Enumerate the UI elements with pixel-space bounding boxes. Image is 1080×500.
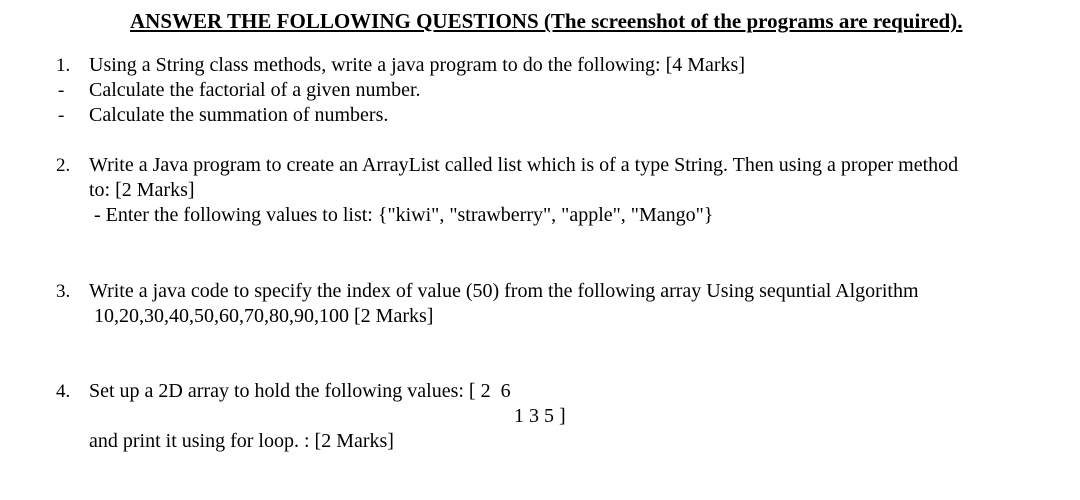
question-3-text-cont: 10,20,30,40,50,60,70,80,90,100 [2 Marks] (94, 305, 434, 327)
question-2-text-cont: to: [2 Marks] (89, 179, 195, 201)
question-2-number: 2. (56, 155, 71, 176)
question-1-bullet-2: - (58, 105, 65, 126)
question-1-number: 1. (56, 55, 71, 76)
question-1-bullet-1: - (58, 80, 65, 101)
page-title: ANSWER THE FOLLOWING QUESTIONS (The screenshot of the programs are required). (130, 9, 963, 33)
question-2-text: Write a Java program to create an ArrayList called list which is of a type String. Then using a proper method (89, 154, 959, 176)
question-4-text: Set up a 2D array to hold the following values: [ 2 6 (89, 380, 511, 402)
question-3-number: 3. (56, 281, 71, 302)
question-4-number: 4. (56, 381, 71, 402)
question-2-subline: - Enter the following values to list: {"kiwi", "strawberry", "apple", "Mango"} (94, 204, 714, 226)
question-1-subitem-2: Calculate the summation of numbers. (89, 104, 389, 126)
question-1-subitem-1: Calculate the factorial of a given number. (89, 79, 421, 101)
question-1-text: Using a String class methods, write a java program to do the following: [4 Marks] (89, 54, 745, 76)
question-4-text-cont: and print it using for loop. : [2 Marks] (89, 430, 394, 452)
question-3-text: Write a java code to specify the index of value (50) from the following array Using sequntial Algorithm (89, 280, 919, 302)
question-4-matrix-row-2: 1 3 5 ] (514, 405, 566, 427)
